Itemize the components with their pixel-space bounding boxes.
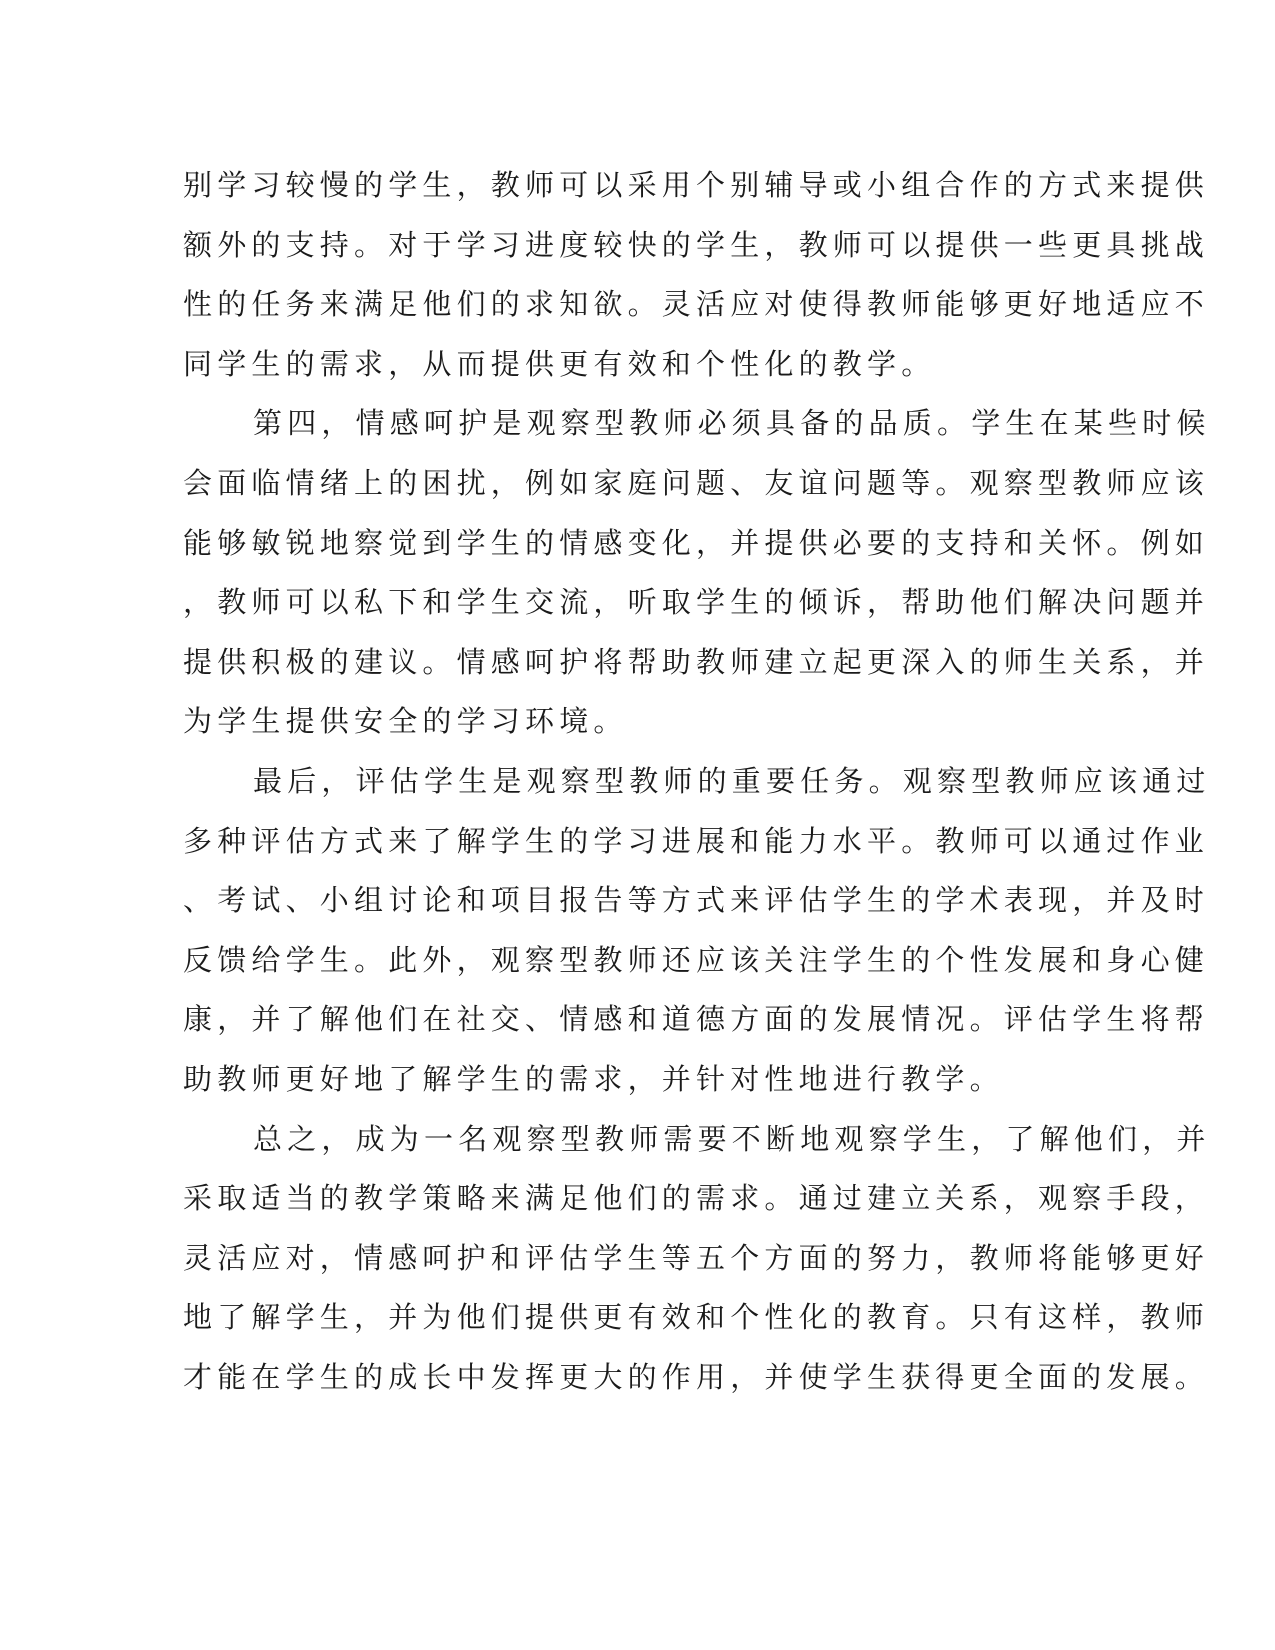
text-line: 多种评估方式来了解学生的学习进展和能力水平。教师可以通过作业 bbox=[183, 823, 1210, 858]
paragraph-2 bbox=[183, 394, 1211, 752]
text-line: 会面临情绪上的困扰，例如家庭问题、友谊问题等。观察型教师应该 bbox=[183, 465, 1210, 500]
text-line: 最后，评估学生是观察型教师的重要任务。观察型教师应该通过 bbox=[253, 763, 1211, 798]
text-line: 地了解学生，并为他们提供更有效和个性化的教育。只有这样，教师 bbox=[183, 1300, 1210, 1335]
text-line: ，教师可以私下和学生交流，听取学生的倾诉，帮助他们解决问题并 bbox=[183, 585, 1210, 620]
text-line: 助教师更好地了解学生的需求，并针对性地进行教学。 bbox=[183, 1061, 1004, 1096]
paragraph-4 bbox=[183, 1110, 1211, 1408]
text-line: 才能在学生的成长中发挥更大的作用，并使学生获得更全面的发展。 bbox=[183, 1359, 1210, 1394]
text-line: 能够敏锐地察觉到学生的情感变化，并提供必要的支持和关怀。例如 bbox=[183, 525, 1210, 560]
text-line: 采取适当的教学策略来满足他们的需求。通过建立关系，观察手段， bbox=[183, 1181, 1210, 1216]
paragraph-3 bbox=[183, 752, 1211, 1110]
text-line: 提供积极的建议。情感呵护将帮助教师建立起更深入的师生关系，并 bbox=[183, 644, 1210, 679]
text-line: 第四，情感呵护是观察型教师必须具备的品质。学生在某些时候 bbox=[253, 406, 1211, 441]
text-line: 为学生提供安全的学习环境。 bbox=[183, 704, 628, 739]
text-line: 、考试、小组讨论和项目报告等方式来评估学生的学术表现，并及时 bbox=[183, 883, 1210, 918]
text-line: 康，并了解他们在社交、情感和道德方面的发展情况。评估学生将帮 bbox=[183, 1002, 1210, 1037]
text-line: 反馈给学生。此外，观察型教师还应该关注学生的个性发展和身心健 bbox=[183, 942, 1210, 977]
text-line: 灵活应对，情感呵护和评估学生等五个方面的努力，教师将能够更好 bbox=[183, 1240, 1210, 1275]
paragraph-1 bbox=[183, 156, 1210, 394]
text-line: 总之，成为一名观察型教师需要不断地观察学生，了解他们，并 bbox=[253, 1121, 1211, 1156]
text-line: 性的任务来满足他们的求知欲。灵活应对使得教师能够更好地适应不 bbox=[183, 287, 1210, 322]
text-line: 别学习较慢的学生，教师可以采用个别辅导或小组合作的方式来提供 bbox=[183, 168, 1210, 202]
text-line: 额外的支持。对于学习进度较快的学生，教师可以提供一些更具挑战 bbox=[183, 227, 1210, 262]
document-body bbox=[183, 156, 1211, 1407]
text-line: 同学生的需求，从而提供更有效和个性化的教学。 bbox=[183, 346, 936, 381]
